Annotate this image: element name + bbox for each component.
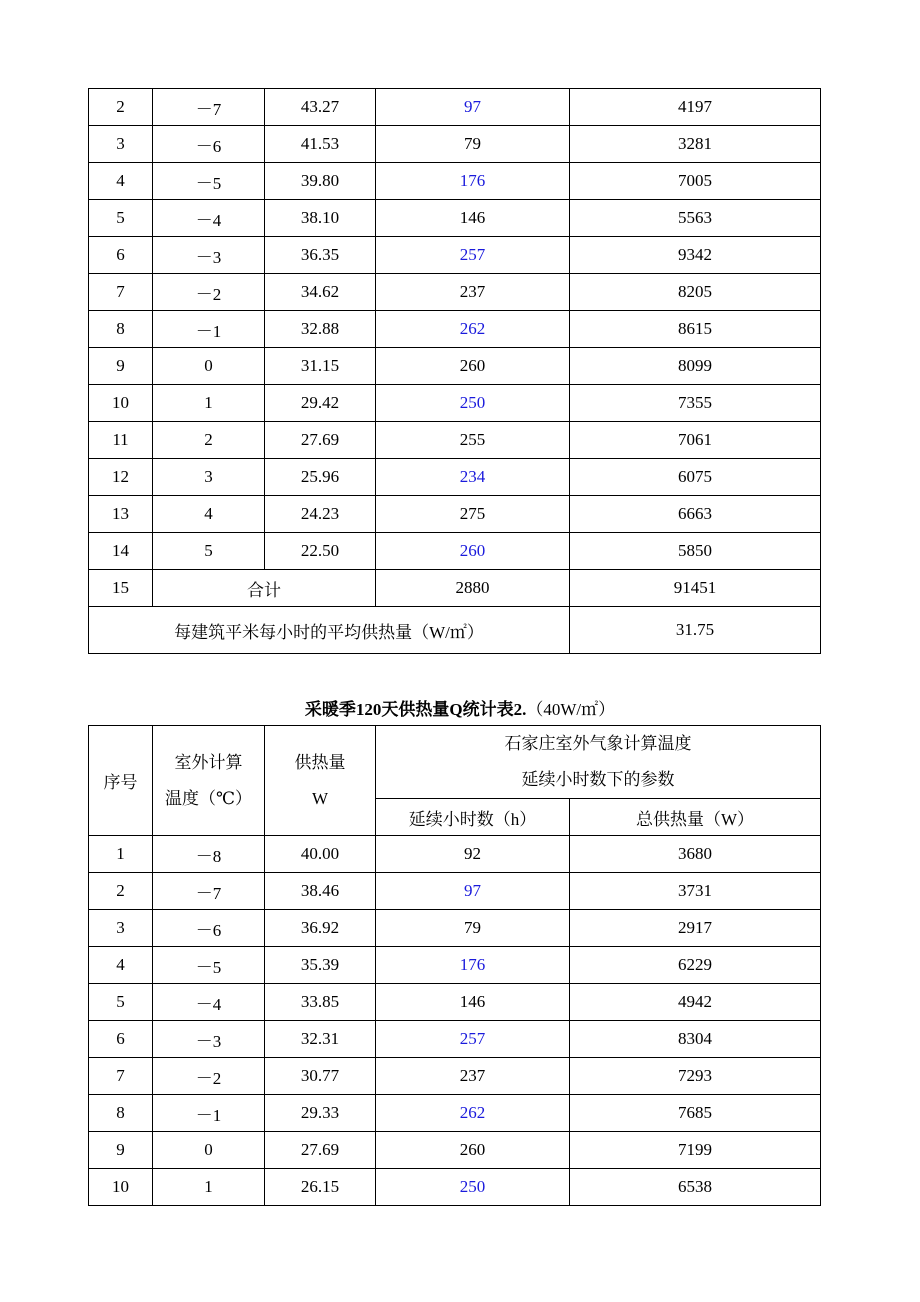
number-cell: 10: [89, 1169, 153, 1206]
hours-cell: 262: [376, 1095, 570, 1132]
hours-cell: 250: [376, 385, 570, 422]
table-2-body: [89, 836, 821, 1206]
heat-cell: 38.10: [265, 200, 376, 237]
number-cell: 9: [89, 348, 153, 385]
temperature-cell: 0: [153, 348, 265, 385]
table-row: [89, 947, 821, 984]
table-row: [89, 873, 821, 910]
header-heat-line-1: 供热量: [294, 752, 346, 772]
hours-cell: 237: [376, 274, 570, 311]
total-heat-cell: 8304: [570, 1021, 821, 1058]
table-row: [89, 533, 821, 570]
number-cell: 13: [89, 496, 153, 533]
table-row: [89, 1095, 821, 1132]
header-group: [376, 726, 821, 799]
table-row: [89, 1058, 821, 1095]
header-heat: [265, 726, 376, 836]
total-heat-cell: 5563: [570, 200, 821, 237]
temperature-cell: －2: [153, 1058, 265, 1095]
number-cell: 2: [89, 89, 153, 126]
total-heat-cell: 3680: [570, 836, 821, 873]
sum-row-total: 91451: [570, 570, 821, 607]
caption-unit: （40W/㎡）: [526, 700, 616, 719]
header-group-line-2: 延续小时数下的参数: [521, 770, 675, 789]
number-cell: 2: [89, 873, 153, 910]
hours-cell: 237: [376, 1058, 570, 1095]
temperature-cell: 1: [153, 385, 265, 422]
hours-cell: 79: [376, 126, 570, 163]
number-cell: 1: [89, 836, 153, 873]
heat-cell: 29.42: [265, 385, 376, 422]
table-row: [89, 1132, 821, 1169]
sum-row-label: 合计: [153, 570, 376, 607]
table-row: [89, 237, 821, 274]
number-cell: 6: [89, 237, 153, 274]
temperature-cell: －8: [153, 836, 265, 873]
table-row: [89, 1021, 821, 1058]
table-row: [89, 836, 821, 873]
temperature-cell: －6: [153, 910, 265, 947]
heat-cell: 43.27: [265, 89, 376, 126]
table-row: [89, 385, 821, 422]
table-1-average-row: [89, 607, 821, 654]
total-heat-cell: 8099: [570, 348, 821, 385]
hours-cell: 234: [376, 459, 570, 496]
number-cell: 4: [89, 947, 153, 984]
number-cell: 8: [89, 1095, 153, 1132]
temperature-cell: －3: [153, 237, 265, 274]
number-cell: 6: [89, 1021, 153, 1058]
number-cell: 5: [89, 200, 153, 237]
table-row: [89, 348, 821, 385]
sum-row-number: 15: [89, 570, 153, 607]
table-row: [89, 422, 821, 459]
heat-cell: 41.53: [265, 126, 376, 163]
heat-cell: 32.31: [265, 1021, 376, 1058]
hours-cell: 146: [376, 984, 570, 1021]
total-heat-cell: 5850: [570, 533, 821, 570]
temperature-cell: 4: [153, 496, 265, 533]
heat-cell: 32.88: [265, 311, 376, 348]
number-cell: 7: [89, 274, 153, 311]
heat-cell: 27.69: [265, 1132, 376, 1169]
total-heat-cell: 6538: [570, 1169, 821, 1206]
temperature-cell: 5: [153, 533, 265, 570]
heat-supply-table-2: [88, 725, 821, 1206]
total-heat-cell: 6075: [570, 459, 821, 496]
heat-cell: 30.77: [265, 1058, 376, 1095]
heat-cell: 40.00: [265, 836, 376, 873]
header-total: 总供热量（W）: [570, 799, 821, 836]
heat-cell: 24.23: [265, 496, 376, 533]
average-row-value: 31.75: [570, 607, 821, 654]
table-row: [89, 311, 821, 348]
hours-cell: 257: [376, 1021, 570, 1058]
temperature-cell: －3: [153, 1021, 265, 1058]
hours-cell: 79: [376, 910, 570, 947]
number-cell: 3: [89, 910, 153, 947]
table-row: [89, 274, 821, 311]
total-heat-cell: 6229: [570, 947, 821, 984]
total-heat-cell: 3731: [570, 873, 821, 910]
heat-supply-table-1: [88, 88, 821, 654]
total-heat-cell: 8205: [570, 274, 821, 311]
heat-cell: 38.46: [265, 873, 376, 910]
temperature-cell: －5: [153, 163, 265, 200]
table-row: [89, 984, 821, 1021]
number-cell: 12: [89, 459, 153, 496]
number-cell: 3: [89, 126, 153, 163]
total-heat-cell: 2917: [570, 910, 821, 947]
table-1-body: [89, 89, 821, 570]
hours-cell: 260: [376, 1132, 570, 1169]
hours-cell: 146: [376, 200, 570, 237]
temperature-cell: 1: [153, 1169, 265, 1206]
total-heat-cell: 7293: [570, 1058, 821, 1095]
hours-cell: 176: [376, 947, 570, 984]
hours-cell: 97: [376, 873, 570, 910]
number-cell: 10: [89, 385, 153, 422]
heat-cell: 22.50: [265, 533, 376, 570]
temperature-cell: －4: [153, 200, 265, 237]
heat-cell: 26.15: [265, 1169, 376, 1206]
table-row: [89, 163, 821, 200]
number-cell: 8: [89, 311, 153, 348]
header-hours: 延续小时数（h）: [376, 799, 570, 836]
table-row: [89, 200, 821, 237]
hours-cell: 250: [376, 1169, 570, 1206]
total-heat-cell: 7005: [570, 163, 821, 200]
total-heat-cell: 6663: [570, 496, 821, 533]
table-row: [89, 910, 821, 947]
header-temperature-line-1: 室外计算: [174, 752, 243, 772]
temperature-cell: 2: [153, 422, 265, 459]
total-heat-cell: 7685: [570, 1095, 821, 1132]
number-cell: 9: [89, 1132, 153, 1169]
temperature-cell: －2: [153, 274, 265, 311]
total-heat-cell: 3281: [570, 126, 821, 163]
header-temperature: [153, 726, 265, 836]
hours-cell: 255: [376, 422, 570, 459]
temperature-cell: －4: [153, 984, 265, 1021]
heat-cell: 33.85: [265, 984, 376, 1021]
table-row: [89, 496, 821, 533]
table-row: [89, 89, 821, 126]
hours-cell: 176: [376, 163, 570, 200]
number-cell: 14: [89, 533, 153, 570]
number-cell: 11: [89, 422, 153, 459]
temperature-cell: 3: [153, 459, 265, 496]
temperature-cell: －7: [153, 89, 265, 126]
total-heat-cell: 4197: [570, 89, 821, 126]
header-heat-line-2: W: [311, 788, 329, 808]
table-1-sum-row: [89, 570, 821, 607]
hours-cell: 92: [376, 836, 570, 873]
heat-cell: 27.69: [265, 422, 376, 459]
header-number: 序号: [89, 726, 153, 836]
header-group-line-1: 石家庄室外气象计算温度: [504, 734, 692, 753]
sum-row-hours: 2880: [376, 570, 570, 607]
temperature-cell: 0: [153, 1132, 265, 1169]
heat-cell: 29.33: [265, 1095, 376, 1132]
table-row: [89, 1169, 821, 1206]
total-heat-cell: 9342: [570, 237, 821, 274]
total-heat-cell: 7199: [570, 1132, 821, 1169]
table-row: [89, 459, 821, 496]
caption-bold-title: 采暖季120天供热量Q统计表2.: [304, 700, 527, 719]
temperature-cell: －1: [153, 311, 265, 348]
total-heat-cell: 7355: [570, 385, 821, 422]
total-heat-cell: 7061: [570, 422, 821, 459]
hours-cell: 257: [376, 237, 570, 274]
hours-cell: 260: [376, 348, 570, 385]
table-row: [89, 126, 821, 163]
hours-cell: 262: [376, 311, 570, 348]
number-cell: 5: [89, 984, 153, 1021]
table-2-header-row: [89, 726, 821, 799]
temperature-cell: －6: [153, 126, 265, 163]
heat-cell: 36.92: [265, 910, 376, 947]
heat-cell: 39.80: [265, 163, 376, 200]
hours-cell: 97: [376, 89, 570, 126]
total-heat-cell: 4942: [570, 984, 821, 1021]
hours-cell: 275: [376, 496, 570, 533]
heat-cell: 34.62: [265, 274, 376, 311]
heat-cell: 36.35: [265, 237, 376, 274]
average-row-label: 每建筑平米每小时的平均供热量（W/㎡）: [89, 607, 570, 654]
temperature-cell: －5: [153, 947, 265, 984]
heat-cell: 25.96: [265, 459, 376, 496]
temperature-cell: －7: [153, 873, 265, 910]
total-heat-cell: 8615: [570, 311, 821, 348]
heat-cell: 31.15: [265, 348, 376, 385]
hours-cell: 260: [376, 533, 570, 570]
heat-cell: 35.39: [265, 947, 376, 984]
number-cell: 7: [89, 1058, 153, 1095]
table-2-caption: [0, 695, 920, 720]
number-cell: 4: [89, 163, 153, 200]
header-temperature-line-2: 温度（℃）: [164, 788, 253, 808]
temperature-cell: －1: [153, 1095, 265, 1132]
